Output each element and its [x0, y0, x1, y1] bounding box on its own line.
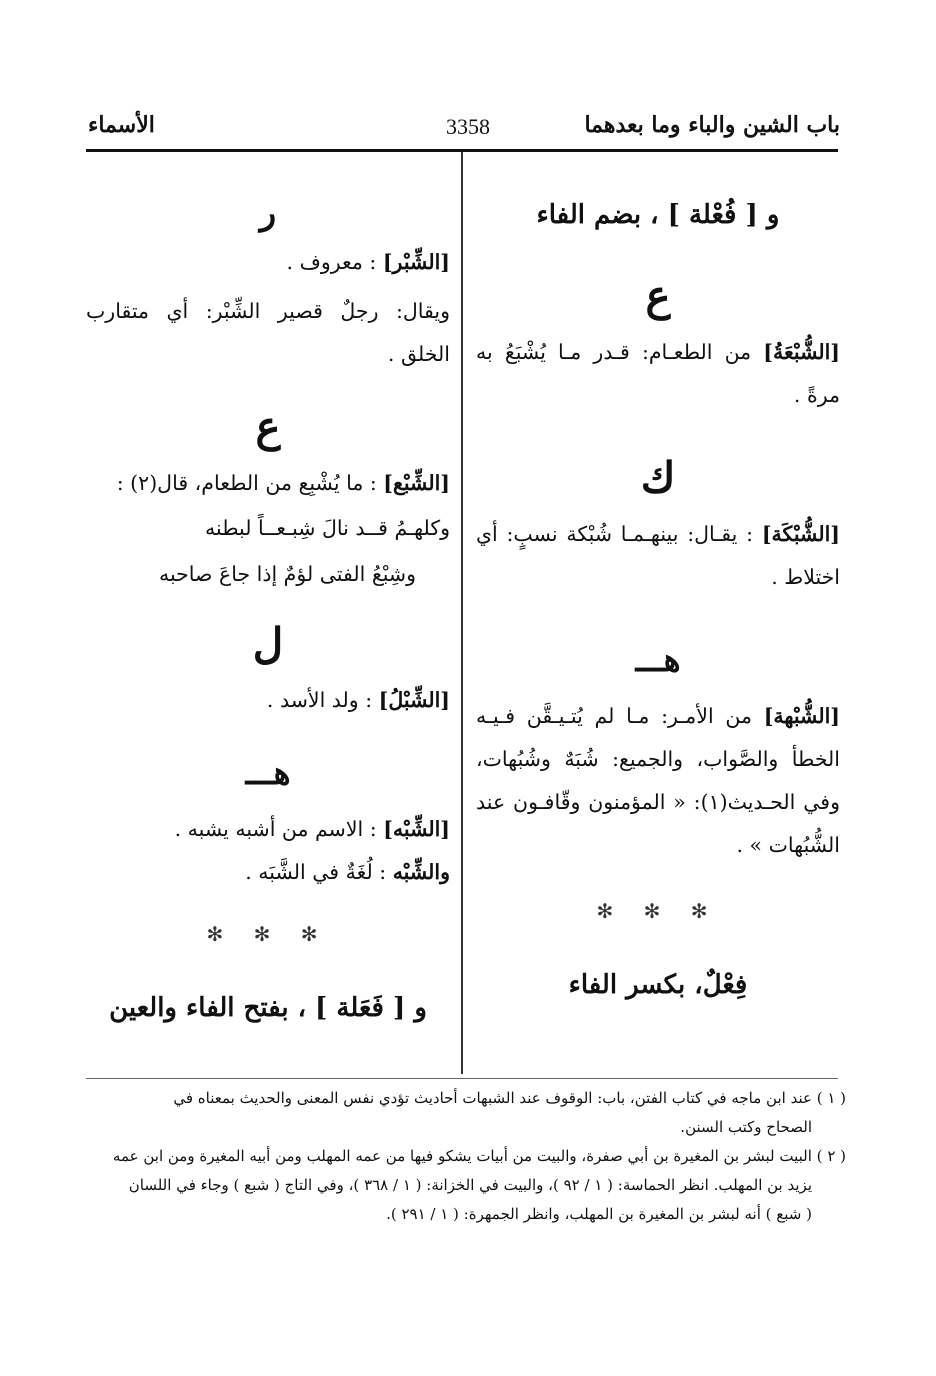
section-title-fula: و [ فُعْلة ] ، بضم الفاء — [536, 200, 780, 230]
page-number: 3358 — [446, 114, 490, 139]
entry-shib — [86, 462, 450, 505]
definition: من الأمـر: مـا لم يُتـيـقَّن فـيـه الخطأ والصَّواب، والجميع: شُبَهٌ وشُبُهات، وفي الحـديث(١): « المؤمنون وقّافـون عند الشُّبُهات » . — [476, 704, 840, 857]
letter-heading-lam: ل — [252, 619, 284, 668]
entry-shubha — [476, 695, 840, 867]
entry-shibr — [86, 241, 450, 284]
headword: [الشُّبْعَةُ] — [763, 340, 840, 364]
entry-shubka — [476, 513, 840, 599]
verse-hemistich-2: وشِبْعُ الفتى لؤمٌ إذا جاعَ صاحبه — [158, 562, 416, 586]
section-title-fil: فِعْلٌ، بكسر الفاء — [568, 970, 748, 1000]
entry-shibl — [86, 679, 450, 722]
definition: : ولد الأسد . — [266, 688, 373, 712]
entry-shubah — [476, 331, 840, 417]
letter-heading-ha: هـــ — [245, 754, 291, 792]
left-column — [86, 185, 450, 1038]
headword: والشِّبْه — [392, 860, 450, 884]
running-header-section: الأسماء — [88, 112, 155, 138]
footnote-1-line-1: ( ١ ) عند ابن ماجه في كتاب الفتن، باب: الوقوف عند الشبهات أحاديث تؤدي نفس المعنى والحديث بمعناه في — [173, 1089, 846, 1107]
right-column — [476, 185, 840, 1015]
headword: [الشِّبْر] — [382, 250, 450, 274]
headword: [الشِّبْه] — [383, 817, 450, 841]
footnote-2-line-3: ( شبع ) أنه لبشر بن المغيرة بن المهلب، وانظر الجمهرة: ( ١ / ٢٩١ ). — [386, 1205, 812, 1223]
letter-heading-ra: ر — [259, 193, 277, 233]
entry-shibr-usage: ويقال: رجلٌ قصير الشِّبْر: أي متقارب الخلق . — [86, 299, 450, 366]
footnote-2-line-1: ( ٢ ) البيت لبشر بن المغيرة بن أبي صفرة، والبيت من أبيات يشكو فيها من عمه المهلب ومن أبيه المغيرة ومن ابن عمه — [112, 1147, 846, 1165]
definition: : معروف . — [286, 250, 377, 274]
footnote-1-line-2: الصحاح وكتب السنن. — [680, 1118, 812, 1136]
definition: : يقـال: بينهـمـا شُبْكة نسبٍ: أي اختلاط . — [476, 522, 840, 589]
headword: [الشِّبْلُ] — [378, 688, 450, 712]
section-separator-stars: ✻ ✻ ✻ — [206, 922, 330, 946]
footnote-2-line-2: يزيد بن المهلب. انظر الحماسة: ( ١ / ٩٢ )، والبيت في الخزانة: ( ١ / ٣٦٨ )، وفي التاج ( شبع ) وجاء في اللسان — [128, 1176, 812, 1194]
letter-heading-kaf: ك — [640, 453, 676, 502]
headword: [الشِّبْع] — [383, 471, 450, 495]
letter-heading-ha: هـــ — [635, 641, 681, 679]
letter-heading-ain: ع — [255, 402, 281, 451]
column-divider — [461, 152, 463, 1074]
running-header-chapter: باب الشين والباء وما بعدهما — [584, 112, 840, 138]
definition: من الطعـام: قـدر مـا يُشْبَعُ به مرةً . — [476, 340, 840, 407]
entry-shibh — [86, 808, 450, 851]
footnotes — [86, 1084, 846, 1229]
headword: [الشُّبْهة] — [763, 704, 840, 728]
verse-hemistich-1: وكلهـمُ قــد نالَ شِبـعــاً لبطنه — [205, 516, 450, 540]
entry-shibh-variant — [86, 851, 450, 894]
letter-heading-ain: ع — [645, 271, 671, 320]
definition: : لُغَةٌ في الشَّبَه . — [245, 860, 387, 884]
definition: : الاسم من أشبه يشبه . — [174, 817, 377, 841]
headword: [الشُّبْكَة] — [761, 522, 840, 546]
section-separator-stars: ✻ ✻ ✻ — [596, 899, 720, 923]
footnote-rule — [86, 1078, 838, 1079]
definition: : ما يُشْبِع من الطعام، قال(٢) : — [116, 471, 377, 495]
section-title-faala: و [ فَعَلة ] ، بفتح الفاء والعين — [109, 993, 427, 1023]
